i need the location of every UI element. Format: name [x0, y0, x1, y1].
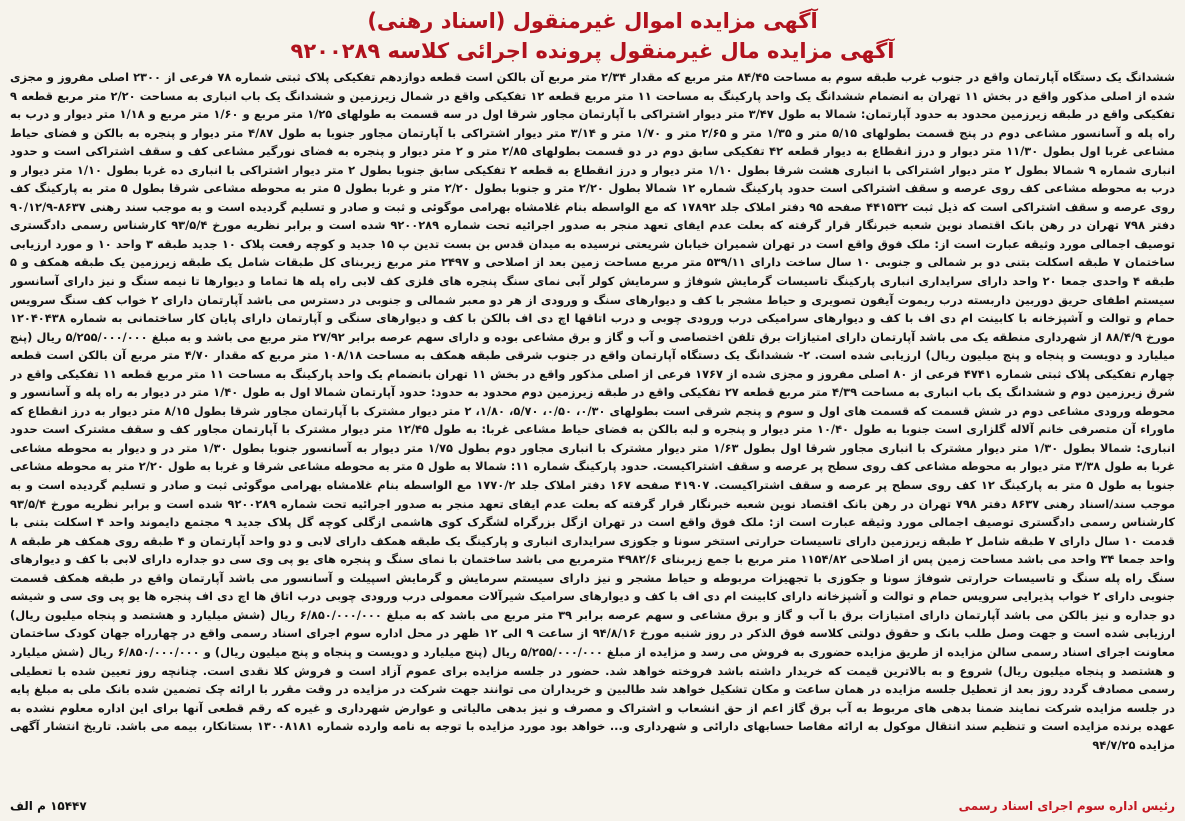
notice-title-line1: آگهی مزایده اموال غیرمنقول (اسناد رهنی) [367, 9, 818, 33]
signature-line: رئیس اداره سوم اجرای اسناد رسمی [958, 799, 1175, 813]
notice-title-line2: آگهی مزایده مال غیرمنقول پرونده اجرائی کلاسه ۹۲۰۰۲۸۹ [290, 39, 895, 63]
notice-body: ششدانگ یک دستگاه آپارتمان واقع در جنوب غرب طبقه سوم به مساحت ۸۴/۴۵ متر مربع که مقدار ۲/۳۴ متر مربع آن بالکن است قطعه دوازدهم تفکیکی پلاک ثبتی شماره ۷۸ فرعی از ۲۳۰۰ اصلی مفروز و مجزی شده از اصلی مذکور واقع در بخش ۱۱ تهران به انضمام ششدانگ یک واحد پارکینگ به مساحت ۱۱ متر مربع قطعه ۱۲ تفکیکی واقع در شمال زیرزمین و ششدانگ یک باب انباری به مساحت ۲/۲۰ متر مربع قطعه ۹ تفکیکی واقع در طبقه زیرزمین محدود به حدود آپارتمان: شمالا به طول ۳/۴۷ متر دیوار اشتراکی با آپارتمان مجاور شرقا اول در سه قسمت به طولهای ۱/۲۵ متر مربع و ۱/۶۰ متر مربع و ۱/۱۸ متر دیوار و درب به راه پله و آسانسور مشاعی دوم در پنج قسمت بطولهای ۵/۱۵ متر و ۱/۳۵ متر و ۲/۶۵ متر و ۱/۷۰ متر و ۳/۱۴ متر دیوار اشتراکی با آپارتمان مجاور جنوبا به طول ۴/۸۷ متر دیوار و پنجره به بالکن و فضای حیاط مشاعی غربا اول بطول ۱۱/۳۰ متر دیوار و درز انقطاع به دیوار قطعه ۴۲ تفکیکی سابق دوم در دو قسمت بطولهای ۲/۸۵ متر و ۲ متر دیوار و پنجره به فضای نورگیر مشاعی کف و سقف اشتراکی است و حدود انباری شماره ۹ شمالا بطول ۲ متر دیوار اشتراکی با انباری هشت شرقا بطول ۱/۱۰ متر دیوار و درز انقطاع به قطعه ۲ تفکیکی سابق جنوبا بطول ۲ متر دیوار اشتراکی با انباری ده غربا بطول ۱/۱۰ متر دیوار و درب به محوطه مشاعی کف روی عرصه و سقف اشتراکی است حدود پارکینگ شماره ۱۲ شمالا بطول ۲/۲۰ متر و جنوبا بطول ۲/۲۰ متر و غربا بطول ۵ متر به محوطه مشاعی شرقا بطول ۵ متر به پارکینگ کف روی عرصه و سقف اشتراکی است که ذیل ثبت ۴۴۱۵۳۲ صفحه ۹۵ دفتر املاک جلد ۱۷۸۹۲ که مع الواسطه بنام غلامشاه بهرامی موگوئی و ثبت و صادر و تسلیم گردیده است و به موجب سند رهنی ۸۶۳۷-۹۰/۱۲/۹ دفتر ۷۹۸ تهران در رهن بانک اقتصاد نوین شعبه خبرنگار قرار گرفته که بعلت عدم ایفای تعهد منجر به صدور اجرائیه تحت شماره ۹۲۰۰۲۸۹ شده است و برابر نظریه مورخ ۹۳/۵/۴ کارشناس رسمی دادگستری توصیف اجمالی مورد وثیقه عبارت است از: ملک فوق واقع است در تهران شمیران خیابان شریعتی نرسیده به میدان قدس بن بست تدین پ ۱۵ جدید و کوچه رفعت پلاک ۱۰ جدید طبقه ۳ واحد ۱۰ و مورد ارزیابی ساختمان ۷ طبقه اسکلت بتنی دو بر شمالی و جنوبی ۱۰ سال ساخت دارای ۵۳۹/۱۱ متر مربع مساحت زمین بعد از اصلاحی و ۲۴۹۷ متر مربع زیربنای کل طبقات شامل یک طبقه زیرزمین یک طبقه همکف و ۵ طبقه ۴ واحدی جمعا ۲۰ واحد دارای سرایداری انباری پارکینگ تاسیسات گرمایش شوفاژ و سرمایش کولر آبی نمای سنگ پنجره های فلزی کف لابی راه پله ها تماما و دیوارها تا نیمه سنگ و نیز دارای آسانسور سیستم اطفای حریق دوربین داربسته درب ریموت آیفون تصویری و حیاط مشجر با کف و دیوارهای سنگ و ورودی از هر دو معبر شمالی و جنوبی در دسترس می باشد آپارتمان دارای ۲ خواب کف سنگ سرویس حمام و توالت و آشپزخانه با کابینت ام دی اف با کف و دیوارهای سرامیکی درب ورودی چوبی و درب اتاقها اچ دی اف بالکن با کف و دیوارهای سنگی و آپارتمان دارای پایان کار ساختمانی به شماره ۱۲۰۴۰۴۳۸ مورخ ۸۸/۴/۹ از شهرداری منطقه یک می باشد آپارتمان دارای امتیازات برق تلفن اختصاصی و آب و گاز و برق مشاعی بوده و دارای سهم عرصه برابر ۲۷/۹۲ متر مربع می باشد و به مبلغ ۵/۲۵۵/۰۰۰/۰۰۰ ریال (پنج میلیارد و دویست و پنجاه و پنج میلیون ریال) ارزیابی شده است. ۲- ششدانگ یک دستگاه آپارتمان واقع در جنوب شرقی طبقه همکف به مساحت ۱۰۸/۱۸ متر مربع که مقدار ۴/۷۰ متر مربع آن بالکن است قطعه چهارم تفکیکی پلاک ثبتی شماره ۴۷۴۱ فرعی از ۸۰ اصلی مفروز و مجزی شده از ۱۷۶۷ فرعی از اصلی مذکور واقع در بخش ۱۱ تهران بانضمام یک واحد پارکینگ به مساحت ۱۱ متر مربع قطعه ۱۱ تفکیکی واقع در شرق زیرزمین دوم و ششدانگ یک باب انباری به مساحت ۴/۳۹ متر مربع قطعه ۲۷ تفکیکی واقع در طبقه زیرزمین دوم محدود به حدود: حدود آپارتمان شمالا اول به طول ۱/۴۰ متر در دیوار به راه پله و آسانسور و محوطه ورودی مشاعی دوم در شش قسمت که قسمت های اول و سوم و پنجم شرقی است بطولهای ۰/۳۰، ۰/۵۰، ۵/۷۰، ۱/۸۰، ۲ متر دیوار مشترک با آپارتمان مجاور شرقا بطول ۸/۱۵ متر دیوار به درز انقطاع که ماوراء آن متصرفی خانم آلاله گلزاری است جنوبا به طول ۱۰/۴۰ متر دیوار و پنجره و لبه بالکن به فضای حیاط مشاعی غربا: به طول ۱۲/۴۵ متر دیوار مشترک با آپارتمان مجاور کف و سقف مشترک است حدود انباری: شمالا بطول ۱/۳۰ متر دیوار مشترک با انباری مجاور شرقا اول بطول ۱/۶۳ متر دیوار مشترک با انباری مجاور دوم بطول ۱/۷۵ متر دیوار به آسانسور جنوبا بطول ۱/۳۰ متر در و دیوار به محوطه مشاعی غربا به طول ۳/۳۸ متر دیوار به محوطه مشاعی کف روی سطح پر عرصه و سقف اشتراکیست. حدود پارکینگ شماره ۱۱: شمالا به طول ۵ متر به محوطه مشاعی شرقا و غربا به طول ۲/۲۰ متر به محوطه مشاعی جنوبا به طول ۵ متر به پارکینگ ۱۲ کف روی سطح پر عرصه و سقف اشتراکیست. ۴۱۹۰۷ صفحه ۱۶۷ دفتر املاک جلد ۱۷۷۰/۲ مع الواسطه بنام غلامشاه بهرامی موگوئی ثبت و صادر و تسلیم گردیده است و به موجب سند/اسناد رهنی ۸۶۳۷ دفتر ۷۹۸ تهران در رهن بانک اقتصاد نوین شعبه خبرنگار قرار گرفته که بعلت عدم ایفای تعهد منجر به صدور اجرائیه تحت شماره ۹۲۰۰۲۸۹ شده است و برابر نظریه مورخ ۹۳/۵/۴ کارشناس رسمی دادگستری توصیف اجمالی مورد وثیقه عبارت است از: ملک فوق واقع است در تهران ازگل بزرگراه لشگرک کوی هاشمی ازگلی کوچه گل پلاک جدید ۹ مجتمع دایموند واحد ۴ اسکلت بتنی با قدمت ۱۰ سال دارای ۷ طبقه شامل ۲ طبقه زیرزمین دارای تاسیسات حرارتی استخر سونا و جکوزی سرایداری انباری و پارکینگ یک طبقه همکف دارای لابی و دو واحد آپارتمان و ۴ طبقه روی همکف هر طبقه ۸ واحد جمعا ۳۴ واحد می باشد مساحت زمین پس از اصلاحی ۱۱۵۴/۸۲ متر مربع با جمع زیربنای ۴۹۸۲/۶ مترمربع می باشد ساختمان با نمای سنگ و پنجره های یو پی وی سی دو جداره دارای لابی با کف و دیوارهای سنگ راه پله سنگ و تاسیسات حرارتی شوفاژ سونا و جکوزی با تجهیزات مربوطه و حیاط مشجر و نیز دارای سیستم سرمایش و گرمایش اسپیلت و آسانسور می باشد آپارتمان واقع در طبقه همکف قسمت جنوبی دارای ۲ خواب پذیرایی سرویس حمام و توالت و آشپزخانه دارای کابینت ام دی اف با کف و دیوارهای سرامیک شیرآلات معمولی درب ورودی چوبی درب اتاق ها اچ دی اف پنجره ها یو پی وی سی و شیشه دو جداره و نیز بالکن می باشد آپارتمان دارای امتیازات برق با آب و گاز و برق مشاعی و سهم عرصه برابر ۳۹ متر مربع می باشد که به مبلغ ۶/۸۵۰/۰۰۰/۰۰۰ ریال (شش میلیارد و هشتصد و پنجاه میلیون ریال) ارزیابی شده است و جهت وصل طلب بانک و حقوق دولتی کلاسه فوق الذکر در روز شنبه مورخ ۹۴/۸/۱۶ از ساعت ۹ الی ۱۲ ظهر در محل اداره سوم اجرای اسناد رسمی واقع در چهارراه جهان کودک ساختمان معاونت اجرای اسناد رسمی سالن مزایده از طریق مزایده حضوری به فروش می رسد و مزایده از مبلغ ۵/۲۵۵/۰۰۰/۰۰۰ ریال (پنج میلیارد و دویست و پنجاه و پنج میلیون ریال) و ۶/۸۵۰/۰۰۰/۰۰۰ ریال (شش میلیارد و هشتصد و پنجاه میلیون ریال) شروع و به بالاترین قیمت که خریدار داشته باشد فروخته خواهد شد. حضور در جلسه مزایده برای عموم آزاد است و فروش کلا نقدی است. چنانچه روز تعیین شده با تعطیلی رسمی مصادف گردد روز بعد از تعطیل جلسه مزایده در همان ساعت و مکان تشکیل خواهد شد طالبین و خریداران می توانند جهت شرکت در مزایده در وقت مقرر با ارائه چک تضمین شده بانک ملی به مبلغ پایه در جلسه مزایده شرکت نمایند ضمنا بدهی های مربوط به آب برق گاز اعم از حق انشعاب و اشتراک و مصرف و نیز بدهی مالیاتی و عوارض شهرداری و غیره که رقم قطعی آنها برای این اداره معلوم نشده به عهده برنده مزایده است و تنظیم سند انتقال موکول به ارائه مفاصا حسابهای دارائی و شهرداری و... خواهد بود مورد مزایده با توجه به نامه وارده شماره ۱۳۰۰۸۱۸۱ بستانکار، بیمه می باشد. تاریخ انتشار آگهی مزایده ۹۴/۷/۲۵ [10, 70, 1175, 752]
notice-footer [10, 795, 1175, 817]
notice-code: ۱۵۴۴۷ م الف [10, 799, 87, 813]
notice-header [10, 6, 1175, 66]
